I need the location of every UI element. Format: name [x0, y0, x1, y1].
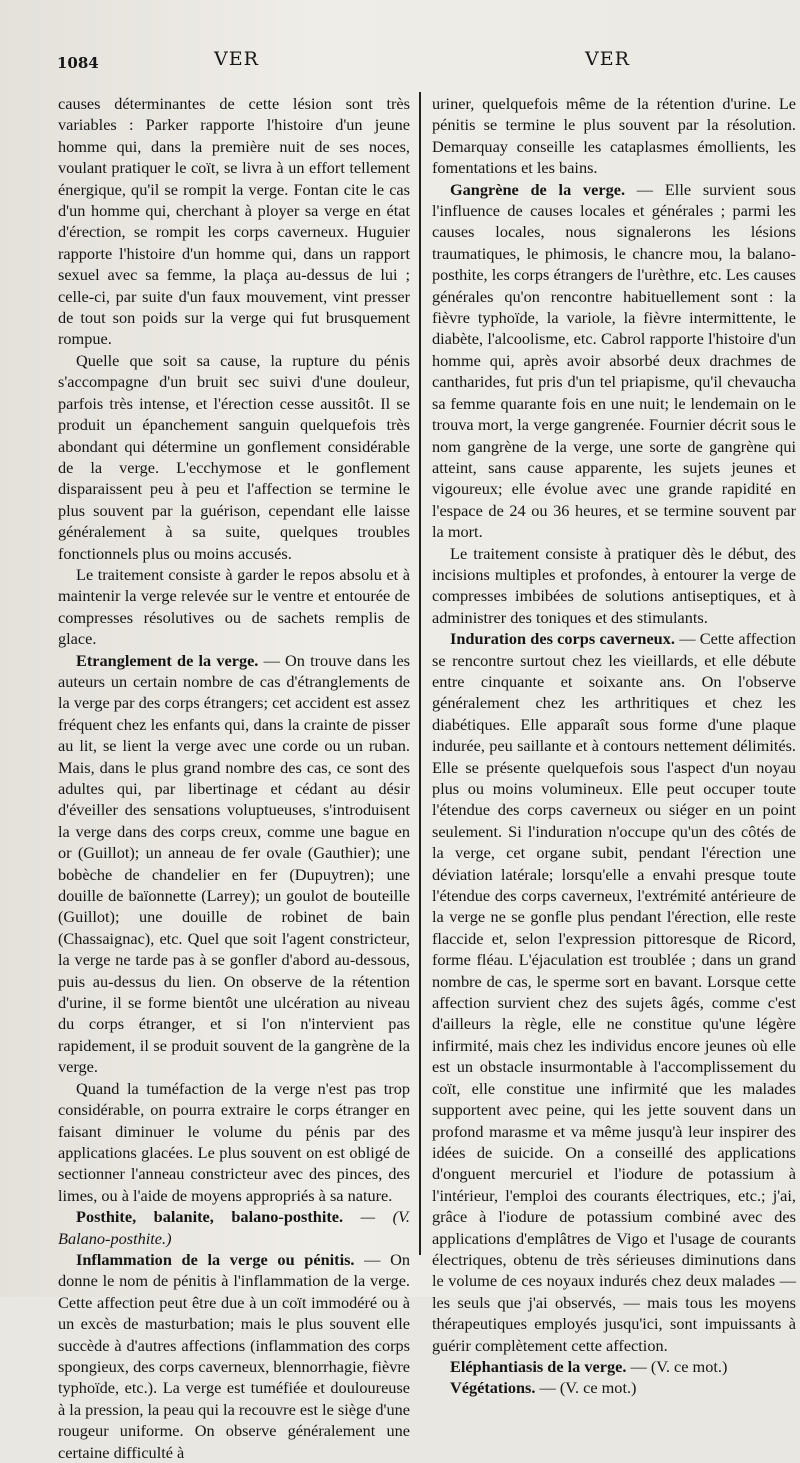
section-paragraph: [432, 1356, 796, 1377]
section-text: — On donne le nom de pénitis à l'inflammation de la verge. Cette affection peut être due à un coït immodéré ou à un excès de masturbation; mais le plus souvent elle succède à d'autres affections (inflammation des corps spongieux, des corps caverneux, blennorrhagie, fièvre typhoïde, etc.). La verge est tuméfiée et douloureuse à la pression, la peau qui la recouvre est le siège d'une rougeur uniforme. On observe généralement une certaine difficulté à: [58, 1249, 410, 1462]
section-paragraph: [432, 628, 796, 1356]
section-text: — Cette affection se rencontre surtout chez les vieillards, et elle débute entre cinquante et soixante ans. On l'observe généralement chez les arthritiques et chez les diabétiques. Elle apparaît sous forme d'une plaque indurée, peu saillante et à contours nettement délimités. Elle se présente quelquefois sous l'aspect d'un noyau plus ou moins volumineux. Elle peut occuper toute l'étendue des corps caverneux ou siéger en un point seulement. Si l'induration n'occupe qu'un des côtés de la verge, cet organe subit, pendant l'érection une déviation latérale; lorsqu'elle a envahi presque toute l'étendue des corps caverneux, l'extrémité antérieure de la verge ne se gonfle plus pendant l'érection, elle reste flaccide et, selon l'expression pittoresque de Ricord, forme fléau. L'éjaculation est troublée ; dans un grand nombre de cas, le sperme sort en bavant. Lorsque cette affection survient chez des sujets âgés, comme c'est d'ailleurs la règle, elle ne constitue qu'une légère infirmité, mais chez les individus encore jeunes où elle est un obstacle insurmontable à l'accomplissement du coït, elle constitue une infirmité que les malades supportent avec peine, qui les jette souvent dans un profond marasme et va même jusqu'à leur inspirer des idées de suicide. On a conseillé des applications d'onguent mercuriel et l'iodure de potassium à l'intérieur, l'emploi des courants électriques, etc.; j'ai, grâce à l'iodure de potassium combiné avec des applications d'emplâtres de Vigo et l'usage de courants électriques, obtenu de très sérieuses diminutions dans le volume de ces noyaux indurés chez deux malades — les seuls que j'ai observés, — mais tous les moyens thérapeutiques employés jusqu'ici, sont impuissants à guérir complètement cette affection.: [432, 629, 796, 1355]
paragraph: Quand la tuméfaction de la verge n'est pas trop considérable, on pourra extraire le corps étranger en faisant diminuer le volume du pénis par des applications glacées. Le plus souvent on est obligé de sectionner l'anneau constricteur avec des pinces, des limes, ou à l'aide de moyens appropriés à sa nature.: [58, 1078, 410, 1205]
section-heading: Inflammation de la verge ou pénitis.: [76, 1249, 355, 1269]
paragraph: Le traitement consiste à garder le repos absolu et à maintenir la verge relevée sur le ventre et entourée de compresses résolutives ou de sachets remplis de glace.: [58, 564, 410, 649]
cross-reference: — (V. Balano-posthite.): [58, 1207, 410, 1248]
section-paragraph: [58, 1249, 410, 1463]
cross-reference: — (V. ce mot.): [535, 1378, 637, 1398]
section-heading: Végétations.: [450, 1378, 536, 1398]
column-divider: [419, 92, 421, 1255]
running-head-right: VER: [585, 48, 630, 70]
section-heading: Posthite, balanite, balano-posthite.: [76, 1207, 344, 1227]
section-paragraph: [58, 650, 410, 1078]
section-heading: Gangrène de la verge.: [450, 179, 626, 199]
page-number: 1084: [57, 54, 99, 72]
section-paragraph: [58, 1206, 410, 1249]
section-text: — On trouve dans les auteurs un certain nombre de cas d'étranglements de la verge par des corps étrangers; cet accident est assez fréquent chez les enfants qui, dans la crainte de pisser au lit, se lient la verge avec une corde ou un ruban. Mais, dans le plus grand nombre des cas, ce sont des adultes qui, par libertinage et cédant au désir d'éveiller des sensations voluptueuses, s'introduisent la verge dans des corps creux, comme une bague en or (Guillot); un anneau de fer ovale (Gauthier); une bobèche de chandelier en fer (Dupuytren); une douille de baïonnette (Larrey); un goulot de bouteille (Guillot); une douille de robinet de bain (Chassaignac), etc. Quel que soit l'agent constricteur, la verge ne tarde pas à se gonfler d'abord au-dessous, puis au-dessus du lien. On observe de la rétention d'urine, il se forme bientôt une ulcération au niveau du corps étranger, et si l'on n'intervient pas rapidement, il se produit souvent de la gangrène de la verge.: [58, 650, 411, 1077]
section-paragraph: [432, 179, 796, 543]
paragraph: Le traitement consiste à pratiquer dès le début, des incisions multiples et profondes, à entourer la verge de compresses imbibées de solutions antiseptiques, et à administrer des toniques et des stimulants.: [432, 543, 796, 627]
left-column: [58, 93, 411, 1462]
paragraph: uriner, quelquefois même de la rétention d'urine. Le pénitis se termine le plus souvent par la résolution. Demarquay conseille les cataplasmes émollients, les fomentations et les bains.: [432, 94, 796, 178]
cross-reference: — (V. ce mot.): [626, 1356, 728, 1376]
paragraph: Quelle que soit sa cause, la rupture du pénis s'accompagne d'un bruit sec suivi d'une douleur, parfois très intense, et l'érection cesse aussitôt. Il se produit un épanchement sanguin quelquefois très abondant qui détermine un gonflement considérable de la verge. L'ecchymose et le gonflement disparaissent peu à peu et l'affection se termine le plus souvent par la guérison, cependant elle laisse généralement à sa suite, quelques troubles fonctionnels plus ou moins accusés.: [58, 350, 410, 563]
paragraph: causes déterminantes de cette lésion sont très variables : Parker rapporte l'histoire d'un jeune homme qui, dans la première nuit de ses noces, voulant pratiquer le coït, se livra à un effort tellement énergique, qu'il se rompit la verge. Fontan cite le cas d'un homme qui, cherchant à ployer sa verge en état d'érection, se rompit les corps caverneux. Huguier rapporte l'histoire d'un homme qui, dans un rapport sexuel avec sa femme, la plaça au-dessus de lui ; celle-ci, par suite d'un faux mouvement, vint presser de tout son poids sur la verge qui fut brusquement rompue.: [58, 94, 410, 349]
section-text: — Elle survient sous l'influence de causes locales et générales ; parmi les causes locales, nous signalerons les lésions traumatiques, le phimosis, le chancre mou, la balano-posthite, les corps étrangers de l'urèthre, etc. Les causes générales qu'on rencontre habituellement sont : la fièvre typhoïde, la variole, la fièvre intermittente, le diabète, l'alcoolisme, etc. Cabrol rapporte l'histoire d'un homme qui, après avoir absorbé deux drachmes de cantharides, fut pris d'un tel priapisme, qu'il chevaucha sa femme quarante fois en une nuit; le lendemain on le trouva mort, la verge gangrenée. Fournier décrit sous le nom gangrène de la verge, une sorte de gangrène qui atteint, sans cause apparente, les sujets jeunes et vigoureux; elle évolue avec une grande rapidité en l'espace de 24 ou 36 heures, et se termine souvent par la mort.: [432, 179, 797, 542]
section-heading: Induration des corps caverneux.: [450, 629, 675, 649]
section-heading: Etranglement de la verge.: [76, 650, 259, 670]
section-heading: Eléphantiasis de la verge.: [450, 1356, 627, 1376]
section-paragraph: [432, 1377, 796, 1398]
right-column: [432, 93, 797, 1398]
running-head-left: VER: [214, 48, 259, 70]
page-header: [0, 48, 800, 78]
